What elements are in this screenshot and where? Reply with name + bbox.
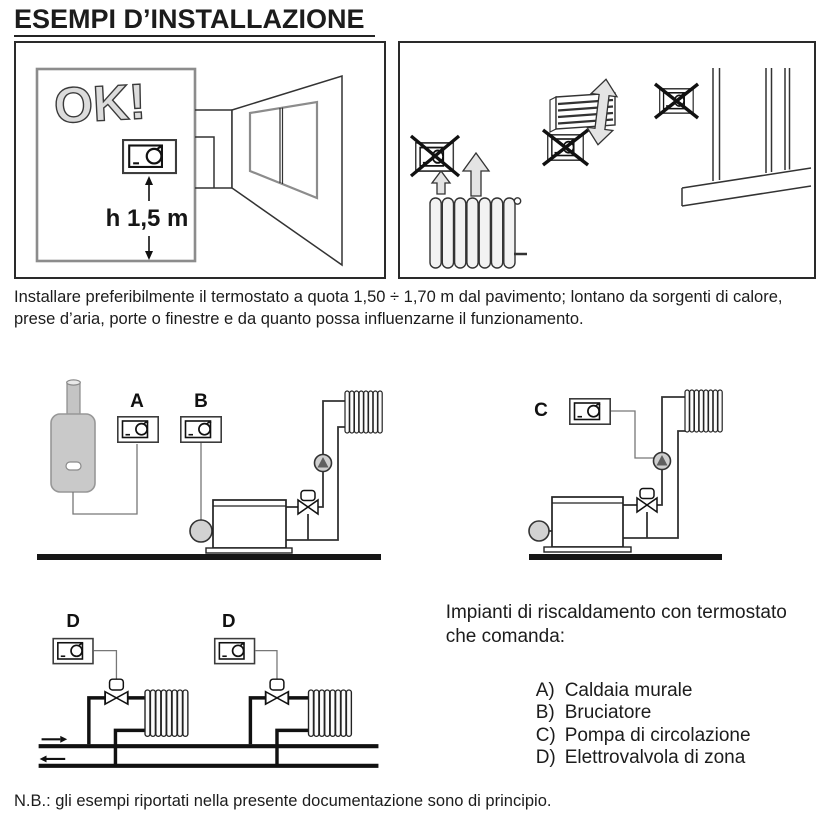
radiator-icon: [345, 391, 382, 433]
supply-pipe: [657, 397, 687, 505]
legend-item: [536, 702, 818, 724]
radiator-icon: [685, 390, 722, 432]
pump-icon: [654, 453, 671, 470]
thermostat-icon: [181, 417, 221, 442]
zone-valve-icon: [266, 692, 289, 704]
valve-actuator: [110, 679, 124, 690]
pump-icon: [315, 455, 332, 472]
window: [682, 68, 811, 206]
correct-installation-drawing: [16, 43, 384, 277]
flue-pipe: [67, 382, 80, 416]
radiator-icon: [309, 690, 352, 736]
zone1-supply-pipe: [89, 698, 106, 744]
bottom-row: [14, 594, 818, 789]
zone2-supply-pipe: [250, 698, 266, 744]
diagram-circulation-pump: [490, 384, 822, 576]
burner-icon: [529, 521, 549, 541]
legend-item-label: Bruciatore: [564, 702, 652, 724]
floor-boiler: [206, 500, 292, 553]
height-label: h 1,5 m: [105, 205, 189, 232]
thermostat-icon: [570, 399, 610, 424]
wire-zone-valve-2: [255, 651, 277, 680]
legend-list: [446, 680, 818, 770]
diagram-boiler-burner: [20, 374, 400, 566]
floor-boiler: [544, 497, 631, 552]
diagram-label-b: B: [194, 391, 208, 412]
zone-valve-icon: [105, 692, 128, 704]
legend-item: [536, 725, 818, 747]
legend-item-key: B): [535, 702, 555, 724]
thermostat-icon: [123, 140, 176, 173]
mixing-valve-icon: [298, 491, 318, 515]
mid-figures: [14, 374, 818, 576]
return-pipe: [286, 427, 347, 540]
crossed-thermostat-radiator: [411, 136, 459, 176]
wall-boiler: [51, 380, 95, 492]
legend-heading: Impianti di riscaldamento con termostato che comanda:: [445, 602, 787, 647]
thermostat-icon: [53, 639, 93, 664]
legend-item: [536, 680, 818, 702]
burner-icon: [190, 520, 212, 542]
heat-up-arrow-large-icon: [463, 153, 489, 196]
diagram-label-d-left: D: [66, 609, 80, 631]
flow-arrow-left-icon: [40, 756, 66, 763]
thermostat-icon: [118, 417, 158, 442]
thermostat-icon: [215, 639, 255, 664]
page-title: ESEMPI D’INSTALLAZIONE: [14, 6, 375, 37]
figure-correct-installation: [14, 41, 386, 279]
legend-item-key: C): [535, 724, 556, 746]
diagram-label-d-right: D: [221, 609, 236, 631]
mixing-valve-icon: [637, 489, 657, 513]
diagram-label-a: A: [130, 391, 144, 412]
intro-text: Installare preferibilmente il termostato a quota 1,50 ÷ 1,70 m dal pavimento; lontano da sorgenti di calore, prese d’aria, porte o finestre e da quanto possa influenzarne il funzionamento.: [14, 288, 783, 328]
radiator-icon: [145, 690, 188, 736]
wire-thermostat-c: [611, 411, 654, 458]
diagram-zone-valves: [14, 594, 428, 789]
heat-up-arrow-small-icon: [432, 171, 450, 194]
crossed-thermostat-vent: [543, 130, 588, 165]
return-pipe: [623, 431, 687, 538]
ok-label: OK!: [52, 73, 148, 134]
legend-item-label: Pompa di circolazione: [564, 724, 751, 746]
wire-zone-valve-1: [94, 651, 117, 680]
legend: [446, 594, 818, 789]
crossed-thermostat-window: [655, 84, 698, 118]
legend-item-label: Caldaia murale: [564, 680, 693, 701]
legend-item-label: Elettrovalvola di zona: [564, 747, 746, 769]
legend-item-key: A): [535, 680, 555, 701]
avoid-locations-drawing: [400, 43, 814, 277]
radiator-icon: [430, 198, 527, 268]
flow-arrow-right-icon: [42, 736, 68, 743]
top-figures: [14, 41, 818, 279]
legend-item: [536, 747, 818, 769]
nb-text: N.B.: gli esempi riportati nella presente documentazione sono di principio.: [14, 792, 552, 810]
legend-item-key: D): [535, 747, 556, 769]
diagram-label-c: C: [534, 400, 548, 421]
figure-locations-to-avoid: [398, 41, 816, 279]
room-door: [195, 137, 214, 188]
valve-actuator: [270, 679, 284, 690]
